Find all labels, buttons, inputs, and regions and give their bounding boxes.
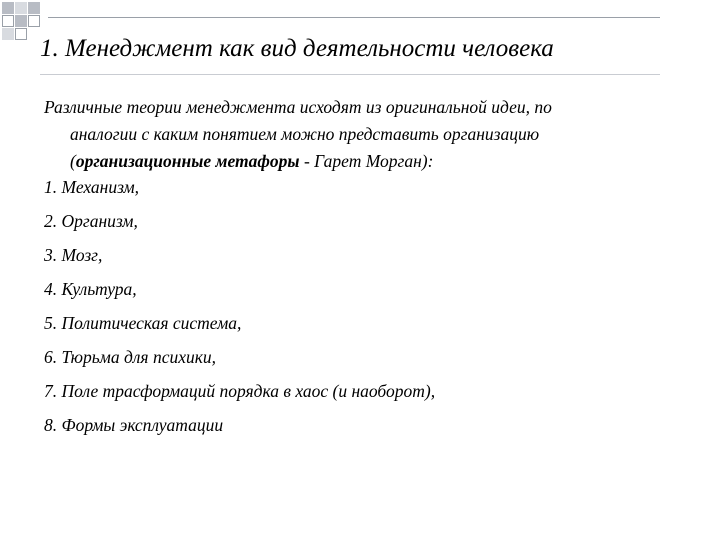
decor-square <box>2 2 14 14</box>
decor-square <box>2 15 14 27</box>
slide-title: 1. Менеджмент как вид деятельности человека <box>40 35 554 62</box>
top-divider <box>48 17 660 18</box>
decor-square <box>2 28 14 40</box>
decor-square <box>15 2 27 14</box>
paren-open: ( <box>70 151 76 171</box>
intro-line <box>44 148 654 175</box>
bold-term: организационные метафоры <box>75 151 300 171</box>
decor-square <box>15 15 27 27</box>
list-item: 2. Организм, <box>44 211 138 231</box>
list-item: 1. Механизм, <box>44 177 140 197</box>
decor-square <box>28 2 40 14</box>
list-item: 5. Политическая система, <box>44 313 242 333</box>
intro-line: аналогии с каким понятием можно представить организацию <box>70 124 540 144</box>
intro-paragraph <box>44 94 654 175</box>
title-divider <box>40 74 660 75</box>
list-item: 8. Формы эксплуатации <box>44 415 224 435</box>
list-item: 4. Культура, <box>44 279 137 299</box>
list-item: 3. Мозг, <box>44 245 103 265</box>
decor-square <box>28 15 40 27</box>
list-item: 7. Поле трасформаций порядка в хаос (и наоборот), <box>44 381 436 401</box>
list-item: 6. Тюрьма для психики, <box>44 347 217 367</box>
intro-line-rest: - Гарет Морган): <box>299 151 434 171</box>
metaphor-list <box>44 174 435 446</box>
decor-square <box>15 28 27 40</box>
intro-line: Различные теории менеджмента исходят из оригинальной идеи, по <box>44 97 552 117</box>
